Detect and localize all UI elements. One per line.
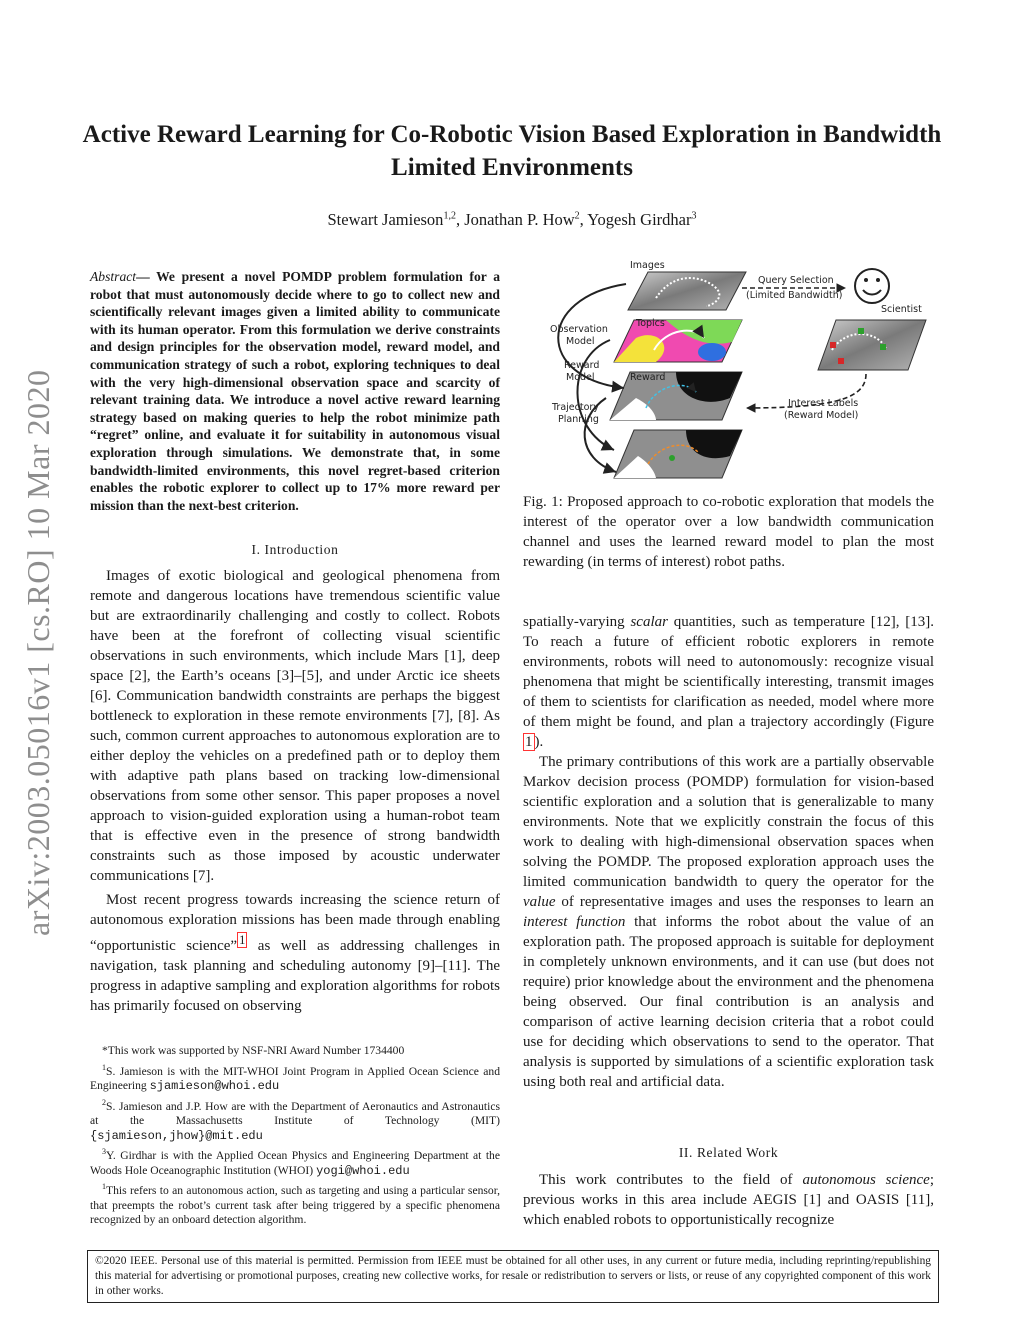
right-p2-b: of representative images and uses the responses to learn an — [555, 894, 934, 910]
footnote-star: *This work was supported by NSF-NRI Award Number 1734400 — [102, 1044, 405, 1057]
footnote-3-text: Y. Girdhar is with the Applied Ocean Physics and Engineering Department at the Woods Hole Oceanographic Institution (WHOI) — [90, 1149, 500, 1177]
label-interest-labels-1: Interest Labels — [788, 398, 859, 409]
trajectory-layer — [614, 430, 742, 478]
footnote-2 — [90, 1096, 500, 1144]
section-heading-related-work: II. Related Work — [678, 1145, 779, 1160]
related-paragraph-1 — [523, 1170, 934, 1230]
author-list: Stewart Jamieson$^{1,2}$, Jonathan P. How$^2$, Yogesh Girdhar$^3$ — [327, 210, 697, 229]
figure-1 — [536, 258, 928, 486]
footnote-4 — [90, 1180, 500, 1228]
right-p2-a: The primary contributions of this work are a partially observable Markov decision process (POMDP) formulation for vision-based scientific exploration and a solution that is generalizable to many environments. Note that we explicitly constrain the focus of this work to dealing with high-dimensional observation spaces when solving the POMDP. The proposed exploration approach uses the limited communication bandwidth to query the operator for the — [523, 754, 934, 890]
right-p1-c: ). — [534, 734, 544, 750]
right-p2-em1: value — [523, 894, 556, 910]
label-query-selection-2: (Limited Bandwidth) — [746, 290, 843, 301]
intro-body — [90, 566, 500, 1016]
related-p1-em: autonomous science — [802, 1172, 930, 1188]
author-3: Yogesh Girdhar — [587, 210, 692, 229]
label-images: Images — [630, 260, 665, 271]
figure-1-caption: Fig. 1: Proposed approach to co-robotic exploration that models the interest of the operator over a low bandwidth communication channel and uses the learned reward model to plan the most rewarding (in terms of interest) robot paths. — [523, 494, 934, 570]
intro-paragraph-1: Images of exotic biological and geological phenomena from remote and dangerous locations have tremendous scientific value but are extraordinarily challenging and costly to collect. Robots have been at the forefront of collecting visual scientific observations in such environments, which include Mars [1], deep space [2], the Earth’s oceans [3]–[5], and under Arctic ice sheets [6]. Communication bandwidth constraints are perhaps the biggest bottleneck to exploration in these remote environments [7], [8]. As such, common current approaches to autonomous exploration are to either deploy the vehicles on a predefined path or to deploy them with adaptive path plans based on tracking low-dimensional observations from some other sensor. This paper proposes a novel approach to vision-guided exploration using a human-robot team that is effective even in the presence of strong bandwidth constraints such as those imposed by acoustic underwater communications [7]. — [90, 568, 500, 884]
right-body — [523, 612, 934, 1092]
label-observation-model-2: Model — [566, 336, 595, 347]
footnote-1-mark: 1 — [102, 1062, 106, 1072]
right-paragraph-1 — [523, 612, 934, 752]
label-topics: Topics — [636, 318, 665, 329]
flow-arrow-reward — [577, 340, 614, 450]
label-observation-model-1: Observation — [550, 324, 608, 335]
abstract — [90, 268, 500, 514]
footnote-4-text: This refers to an autonomous action, such as targeting and using a particular sensor, that preempts the robot’s current task after being triggered by a specific phenomena recognized by an onboard detection algorithm. — [90, 1184, 500, 1227]
footnote-1-text: S. Jamieson is with the MIT-WHOI Joint Program in Applied Ocean Science and Engineering — [90, 1064, 500, 1093]
images-layer — [628, 272, 746, 310]
labelled-image — [818, 320, 926, 370]
footnote-1 — [90, 1061, 500, 1094]
author-1-affil: 1,2 — [443, 210, 456, 222]
figure-1-diagram — [536, 258, 928, 486]
label-reward: Reward — [630, 372, 666, 383]
copyright-notice: ©2020 IEEE. Personal use of this material is permitted. Permission from IEEE must be obtained for all other uses, in any current or future media, including reprinting/republishing this material for advertising or promotional purposes, creating new collective works, for resale or redistribution to servers or lists, or reuse of any copyrighted component of this work in other works. — [87, 1250, 939, 1303]
author-3-affil: 3 — [691, 210, 697, 222]
related-p1-a: This work contributes to the field of — [539, 1172, 803, 1188]
footnote-4-mark: 1 — [102, 1182, 106, 1192]
topics-layer — [614, 320, 742, 362]
label-interest-labels-2: (Reward Model) — [784, 410, 859, 421]
abstract-label: Abstract — [90, 269, 137, 284]
right-p1-b: quantities, such as temperature [12], [13]. To reach a future of efficient robotic explorers in remote environments, robots will need to autonomously: recognize visual phenomena that might be scientifically interesting, transmit images of them to scientists for clarification as needed, model where more of them might be found, and plan a trajectory accordingly (Figure — [523, 614, 934, 730]
section-heading-introduction: I. Introduction — [251, 542, 339, 557]
related-body — [523, 1170, 934, 1230]
right-paragraph-2 — [523, 752, 934, 1092]
label-trajectory-planning-2: Planning — [558, 414, 599, 425]
footnote-1-email[interactable]: sjamieson@whoi.edu — [149, 1079, 280, 1094]
right-p1-a: spatially-varying — [523, 614, 631, 630]
arxiv-identifier: arXiv:2003.05016v1 [cs.RO] 10 Mar 2020 — [20, 369, 56, 936]
footnote-3-mark: 3 — [102, 1147, 106, 1157]
footnote-2-email[interactable]: {sjamieson,jhow}@mit.edu — [90, 1128, 263, 1143]
intro-p2-text-b: as well as addressing challenges in navigation, task planning and scheduling autonomy [9]–[11]. The progress in adaptive sampling and exploration algorithms for robots has primarily focused on observing — [90, 938, 500, 1014]
author-2: Jonathan P. How — [464, 210, 575, 229]
label-scientist: Scientist — [881, 304, 922, 315]
intro-paragraph-2 — [90, 890, 500, 1016]
footnote-2-text: S. Jamieson and J.P. How are with the Department of Aeronautics and Astronautics at the Massachusetts Institute of Technology (MIT) — [90, 1099, 500, 1128]
paper-title: Active Reward Learning for Co-Robotic Vision Based Exploration in Bandwidth Limited Environments — [82, 121, 942, 181]
footnote-3-email[interactable]: yogi@whoi.edu — [316, 1163, 410, 1178]
footnotes — [90, 1044, 500, 1230]
right-p2-c: that informs the robot about the value of an exploration path. The proposed approach is suitable for deployment in completely unknown environments, and it can use (but does not require) prior knowledge about the environment and the phenomena being observed. Our final contribution is an analysis and comparison of active learning decision criteria that a robot could use for deciding which observations to send to the operator. That analysis is supported by simulations of a scientific exploration task using both real and artificial data. — [523, 914, 934, 1090]
right-p2-em2: interest function — [523, 914, 626, 930]
footnote-link-1[interactable]: 1 — [239, 933, 246, 947]
related-p1-b: ; previous works in this area include AEGIS [1] and OASIS [11], which enabled robots to opportunistically recognize — [523, 1172, 934, 1228]
label-query-selection-1: Query Selection — [758, 275, 834, 286]
right-p1-em: scalar — [630, 614, 668, 630]
footnote-3 — [90, 1145, 500, 1178]
scientist-face-icon — [855, 269, 889, 303]
abstract-text: — We present a novel POMDP problem formulation for a robot that must autonomously decide where to go to collect new and scientifically relevant images given a limited ability to communicate with its human operator. From this formulation we derive constraints and design principles for the observation model, reward model, and communication strategy of such a robot, exploring techniques to deal with the very high-dimensional observation space and scarcity of relevant training data. We introduce a novel active reward learning strategy based on making queries to help the robot minimize path “regret” online, and evaluate it for suitability in autonomous visual exploration through simulations. We demonstrate that, in some bandwidth-limited environments, this novel regret-based criterion enables the robotic explorer to collect up to 17% more reward per mission than the next-best criterion. — [90, 269, 500, 513]
author-2-affil: 2 — [574, 210, 580, 222]
footnote-2-mark: 2 — [102, 1097, 106, 1107]
author-1: Stewart Jamieson — [327, 210, 444, 229]
intro-p2-text-a: Most recent progress towards increasing the science return of autonomous exploration missions has been made through enabling “opportunistic science” — [90, 892, 500, 954]
label-reward-model-1: Reward — [564, 360, 600, 371]
label-reward-model-2: Model — [566, 372, 595, 383]
figure-1-link[interactable]: 1 — [525, 734, 533, 750]
label-trajectory-planning-1: Trajectory — [552, 402, 599, 413]
